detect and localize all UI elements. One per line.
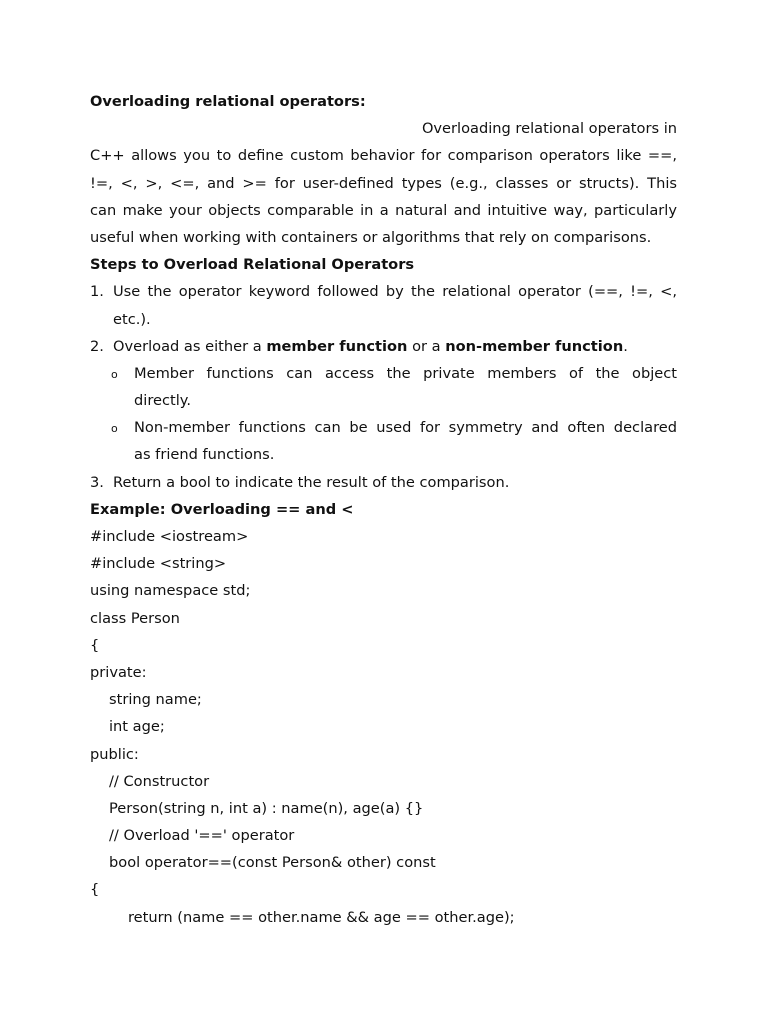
- code-line: // Overload '==' operator: [109, 827, 295, 845]
- code-line: bool operator==(const Person& other) const: [109, 854, 436, 872]
- step-text-line: etc.).: [113, 310, 151, 328]
- sub-item-line: directly.: [134, 392, 191, 410]
- section-heading: Overloading relational operators:: [90, 93, 366, 110]
- bullet-icon: o: [111, 422, 118, 436]
- code-line: return (name == other.name && age == other.age);: [128, 908, 515, 926]
- intro-paragraph: [90, 142, 677, 224]
- step-item-2: [90, 333, 677, 360]
- code-line: #include <string>: [90, 555, 227, 573]
- code-line: int age;: [109, 718, 165, 736]
- code-line: {: [90, 636, 100, 654]
- sub-item-member: [90, 360, 677, 414]
- step-number: 2.: [90, 337, 104, 355]
- step-item-3: [90, 469, 677, 496]
- step-text: .: [623, 337, 628, 355]
- step-text-line: Return a bool to indicate the result of the comparison.: [113, 473, 510, 491]
- step-item-1: [90, 278, 677, 332]
- step-text-line: [113, 333, 677, 360]
- example-heading: Example: Overloading == and <: [90, 500, 354, 518]
- step-number: 3.: [90, 473, 104, 491]
- step-number: 1.: [90, 283, 104, 301]
- code-line: // Constructor: [109, 772, 210, 790]
- code-line: class Person: [90, 609, 180, 627]
- intro-last-line: useful when working with containers or algorithms that rely on comparisons.: [90, 228, 652, 246]
- step-text-line: Use the operator keyword followed by the relational operator (==, !=, <,: [113, 283, 677, 301]
- non-member-function-term: non-member function: [445, 337, 624, 355]
- code-line: Person(string n, int a) : name(n), age(a) {}: [109, 799, 424, 817]
- code-line: using namespace std;: [90, 582, 251, 600]
- code-line: public:: [90, 745, 139, 763]
- code-line: {: [90, 881, 100, 899]
- step-text: Overload as either a: [113, 337, 267, 355]
- sub-item-line: as friend functions.: [134, 446, 275, 464]
- document-body: [90, 88, 677, 931]
- steps-heading: Steps to Overload Relational Operators: [90, 256, 415, 274]
- member-function-term: member function: [266, 337, 408, 355]
- sub-item-non-member: [90, 414, 677, 468]
- bullet-icon: o: [111, 367, 118, 381]
- code-line: #include <iostream>: [90, 528, 249, 545]
- code-block: [90, 523, 677, 931]
- intro-line: !=, <, >, <=, and >= for user-defined types (e.g., classes or structs). This: [90, 174, 677, 192]
- code-line: private:: [90, 663, 147, 681]
- intro-line: can make your objects comparable in a natural and intuitive way, particularly: [90, 201, 677, 219]
- sub-item-line: Member functions can access the private members of the object: [134, 364, 677, 382]
- code-line: string name;: [109, 691, 202, 709]
- intro-first-line: Overloading relational operators in: [421, 120, 677, 138]
- step-text: or a: [407, 337, 446, 355]
- sub-item-line: Non-member functions can be used for symmetry and often declared: [134, 419, 677, 437]
- intro-line: C++ allows you to define custom behavior for comparison operators like ==,: [90, 147, 677, 165]
